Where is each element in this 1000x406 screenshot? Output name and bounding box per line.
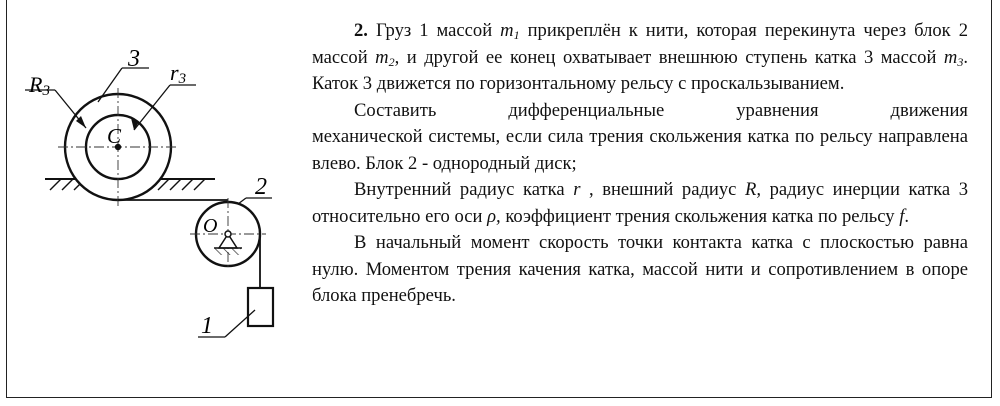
p1-text-b: прикреплён к нити, которая перекинута через блок 2 массой bbox=[312, 20, 968, 68]
p1-text-d: . Каток 3 движется по горизонтальному рельсу с проскальзыванием. bbox=[312, 46, 969, 94]
label-roller-number: 3 bbox=[128, 46, 140, 72]
mass-m1: $m_1$ bbox=[500, 20, 520, 42]
label-R3: R3 bbox=[29, 72, 50, 99]
paragraph-1 bbox=[312, 18, 968, 98]
label-pulley-number: 2 bbox=[255, 174, 267, 200]
p3-text-d: коэффициент трения скольжения катка по рельсу bbox=[505, 205, 895, 227]
paragraph-2-rest: механической системы, если сила трения скольжения катка по рельсу направлена влево. Блок 2 - однородный диск; bbox=[312, 126, 968, 174]
paragraph-4: В начальный момент скорость точки контакта катка с плоскостью равна нулю. Моментом трения качения катка, массой нити и сопротивлением в опоре блока пренебречь. bbox=[312, 232, 968, 306]
problem-statement bbox=[312, 18, 968, 310]
mass-m2: $m_2$ bbox=[375, 46, 395, 69]
label-r3: r3 bbox=[170, 60, 187, 87]
problem-number: 2. bbox=[354, 20, 368, 41]
label-load-number: 1 bbox=[201, 313, 213, 339]
pulley-2 bbox=[190, 198, 266, 270]
p3-text-e: . bbox=[904, 205, 910, 227]
label-O: O bbox=[203, 215, 218, 237]
p1-text-c: , и другой ее конец охватывает внешнюю ступень катка 3 массой bbox=[394, 46, 937, 68]
load-1 bbox=[248, 288, 273, 326]
paragraph-2-line-1: Составить дифференциальные уравнения движения bbox=[354, 99, 968, 121]
outer-radius-symbol: R, bbox=[744, 179, 761, 200]
radius-of-inertia-symbol: ρ, bbox=[487, 205, 501, 227]
mechanism-figure bbox=[10, 10, 300, 400]
p3-text-c: радиус инерции катка 3 относительно его оси bbox=[312, 179, 968, 227]
p1-text-a: Груз 1 массой bbox=[375, 20, 493, 41]
mass-m3: $m_3$ bbox=[943, 46, 964, 69]
friction-coefficient-symbol: f bbox=[899, 205, 905, 227]
p3-text-b: , внешний радиус bbox=[589, 179, 737, 200]
label-C: C bbox=[107, 124, 122, 148]
inner-radius-symbol: r bbox=[573, 179, 581, 200]
paragraph-3 bbox=[312, 177, 968, 230]
p3-text-a: Внутренний радиус катка bbox=[354, 179, 565, 200]
